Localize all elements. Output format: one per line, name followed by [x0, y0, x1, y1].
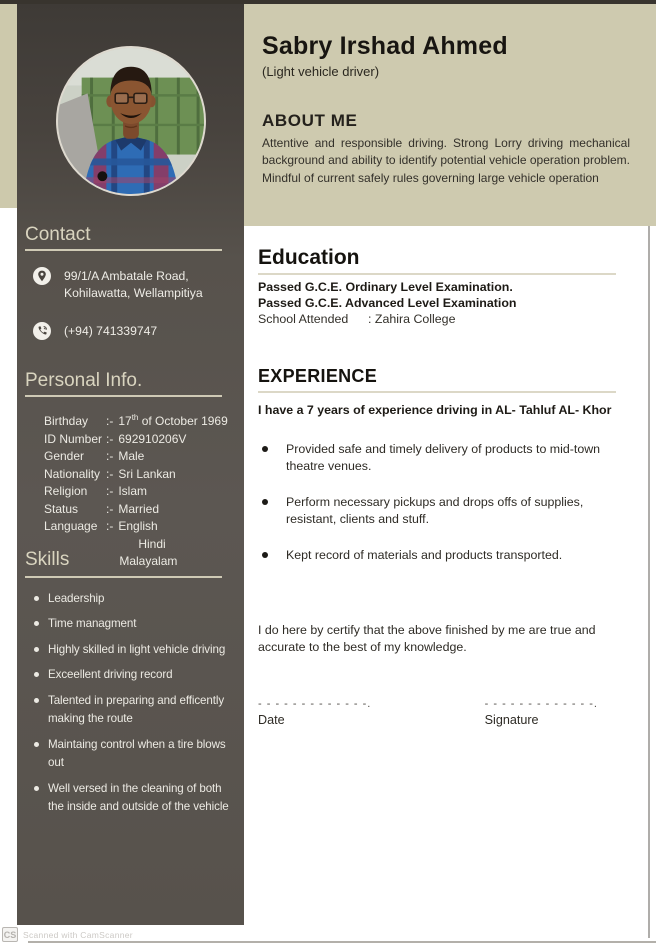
- experience-intro: I have a 7 years of experience driving in AL- Tahluf AL- Khor: [258, 403, 612, 417]
- resume-header: [244, 0, 656, 226]
- resume-body: [244, 226, 656, 727]
- signature-dash-line: - - - - - - - - - - - - -.: [484, 697, 598, 710]
- skill-item: Talented in preparing and efficently making the route: [48, 692, 232, 729]
- personal-info-row: [44, 466, 244, 484]
- field-separator: :-: [106, 501, 114, 516]
- contact-address: [33, 267, 244, 302]
- skill-item: Leadership: [48, 590, 232, 609]
- experience-item: Kept record of materials and products transported.: [258, 547, 630, 564]
- field-label: Language: [44, 519, 98, 533]
- contact-heading: Contact: [25, 224, 222, 251]
- personal-info-row-birthday: [44, 409, 244, 431]
- field-separator: :-: [106, 466, 114, 481]
- field-value: Male: [118, 449, 145, 463]
- signoff-row: [258, 698, 630, 727]
- field-value: Married: [118, 501, 160, 516]
- left-beige-strip: [0, 0, 17, 208]
- address-line-1: 99/1/A Ambatale Road,: [64, 269, 189, 283]
- camscanner-watermark-text: Scanned with CamScanner: [23, 929, 133, 940]
- person-name: Sabry Irshad Ahmed: [262, 32, 508, 60]
- field-separator: :-: [106, 519, 114, 533]
- field-label: Nationality: [44, 466, 101, 481]
- personal-info-row: [44, 483, 244, 501]
- personal-info-heading: Personal Info.: [25, 370, 222, 397]
- address-line-2: Kohilawatta, Wellampitiya: [64, 286, 203, 300]
- field-separator: :-: [106, 431, 114, 446]
- language-hindi: Hindi: [138, 536, 166, 551]
- camscanner-watermark: [2, 927, 133, 942]
- certification-statement: I do here by certify that the above finished by me are true and accurate to the best of my knowledge.: [258, 622, 596, 654]
- skills-heading: Skills: [25, 548, 70, 570]
- field-separator: :-: [106, 449, 114, 463]
- scan-top-edge: [0, 0, 656, 4]
- education-heading: Education: [258, 246, 616, 275]
- signature-block: [485, 698, 598, 727]
- school-attended-row: [258, 312, 630, 326]
- language-english: English: [118, 519, 158, 533]
- field-label: Gender: [44, 449, 85, 463]
- skill-item: Time managment: [48, 615, 232, 634]
- address-text: [64, 267, 203, 302]
- skill-item: Highly skilled in light vehicle driving: [48, 641, 232, 660]
- phone-number: (+94) 741339747: [64, 324, 158, 338]
- skills-heading-underline: [25, 576, 222, 578]
- personal-info-list: [17, 409, 244, 571]
- birthday-day: 17: [118, 414, 132, 428]
- birthday-ordinal: th: [131, 413, 139, 422]
- date-dash-line: - - - - - - - - - - - - -.: [258, 697, 372, 710]
- scan-right-edge-line: [648, 226, 650, 938]
- field-value: Sri Lankan: [118, 466, 176, 481]
- experience-item: Provided safe and timely delivery of products to mid-town theatre venues.: [258, 441, 630, 474]
- education-line: Passed G.C.E. Advanced Level Examination: [258, 295, 517, 310]
- about-me-heading: ABOUT ME: [262, 111, 358, 130]
- location-pin-icon: [33, 267, 51, 285]
- school-attended-value: : Zahira College: [368, 312, 456, 326]
- contact-phone: [33, 322, 244, 340]
- main-column: [244, 0, 656, 946]
- date-block: [258, 698, 371, 727]
- sidebar: [17, 0, 244, 925]
- birthday-rest: of October 1969: [138, 414, 228, 428]
- personal-info-row: [44, 431, 244, 449]
- job-title: (Light vehicle driver): [262, 64, 380, 79]
- field-label: Status: [44, 501, 79, 516]
- field-label: Religion: [44, 484, 88, 498]
- date-label: Date: [258, 712, 285, 727]
- skill-item: Well versed in the cleaning of both the inside and outside of the vehicle: [48, 780, 232, 817]
- phone-icon: [33, 322, 51, 340]
- portrait-illustration: [58, 48, 204, 194]
- field-label: Birthday: [44, 414, 89, 428]
- field-separator: :-: [106, 484, 114, 498]
- personal-info-row: [44, 501, 244, 519]
- camscanner-logo-icon: CS: [2, 927, 18, 942]
- contact-list: [17, 267, 244, 340]
- skills-list: [17, 590, 232, 817]
- experience-heading: EXPERIENCE: [258, 366, 616, 393]
- about-me-text: Attentive and responsible driving. Strong Lorry driving mechanical background and ability to identify potential vehicle operation problem. Mindful of current safely rules governing large vehicle operation: [262, 136, 630, 185]
- experience-item: Perform necessary pickups and drops offs of supplies, resistant, clients and stuff.: [258, 494, 630, 527]
- signature-label: Signature: [484, 712, 539, 727]
- field-label: ID Number: [44, 431, 103, 446]
- skill-item: Exceellent driving record: [48, 666, 232, 685]
- language-malayalam: Malayalam: [119, 554, 178, 568]
- field-value: Islam: [118, 484, 148, 498]
- experience-list: [258, 441, 630, 564]
- education-lines: [258, 280, 630, 311]
- school-attended-label: School Attended: [258, 312, 349, 326]
- field-value: 692910206V: [118, 431, 187, 446]
- education-line: Passed G.C.E. Ordinary Level Examination.: [258, 280, 513, 294]
- profile-photo: [56, 46, 206, 196]
- field-separator: :-: [106, 414, 114, 428]
- skill-item: Maintaing control when a tire blows out: [48, 736, 232, 773]
- personal-info-row: [44, 448, 244, 466]
